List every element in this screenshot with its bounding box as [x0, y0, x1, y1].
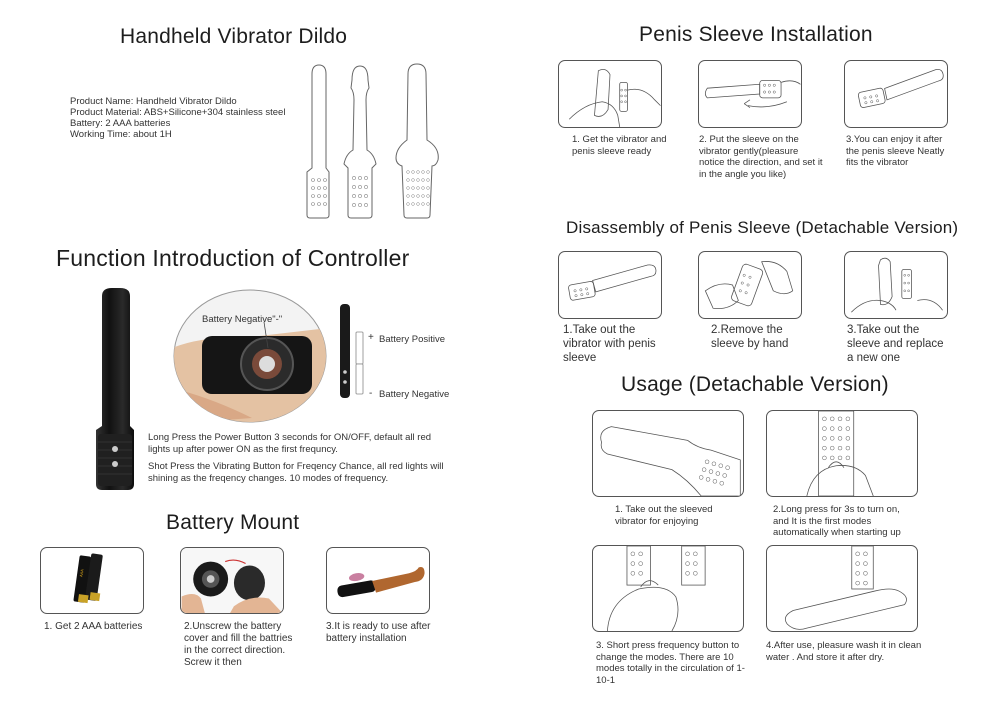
disassembly-step-1-text: 1.Take out the vibrator with penis sleeve — [563, 324, 656, 364]
battery-step-1-image — [40, 547, 144, 614]
vibration-button-icon — [112, 461, 118, 467]
battery-negative-top-label: Battery Negative"-" — [202, 314, 283, 325]
vibration-button-description: Shot Press the Vibrating Button for Freqency Chance, all red lights will shining as the freqency changes. 10 modes of frequency. — [148, 461, 444, 484]
battery-step-3-text: 3.It is ready to use after battery installation — [326, 621, 431, 644]
usage-step-3-text: 3. Short press frequency button to change the modes. There are 10 modes totally in the circulation of 1-10-1 — [596, 640, 745, 686]
battery-step-1-text: 1. Get 2 AAA batteries — [44, 621, 143, 632]
battery-cap-closeup — [172, 288, 328, 424]
vibrator-battery-diagram — [338, 302, 368, 402]
product-line-drawings — [300, 60, 450, 225]
usage-step-4-text: 4.After use, pleasure wash it in clean water . And store it after dry. — [766, 640, 922, 663]
install-step-3-image — [844, 60, 948, 128]
install-step-1-image — [558, 60, 662, 128]
product-title: Handheld Vibrator Dildo — [120, 25, 348, 48]
power-button-description: Long Press the Power Button 3 seconds for ON/OFF, default all red lights up after power ON as the first frequncy. — [148, 432, 432, 455]
usage-step-4-image — [766, 545, 918, 632]
usage-step-2-text: 2.Long press for 3s to turn on, and It is the first modes automatically when starting up — [773, 504, 901, 538]
install-step-2-image — [698, 60, 802, 128]
spec-working-time: Working Time: about 1H — [70, 129, 172, 140]
battery-mount-title: Battery Mount — [166, 511, 300, 534]
install-step-3-text: 3.You can enjoy it after the penis sleeve Neatly fits the vibrator — [846, 134, 945, 168]
disassembly-title: Disassembly of Penis Sleeve (Detachable Version) — [566, 218, 959, 237]
battery-negative-label: Battery Negative — [379, 389, 450, 400]
usage-step-3-image — [592, 545, 744, 632]
plus-sign: + — [368, 332, 374, 343]
install-step-2-text: 2. Put the sleeve on the vibrator gently(pleasure notice the direction, and set it in the angle you like) — [699, 134, 823, 180]
disassembly-step-1-image — [558, 251, 662, 319]
svg-text:AAA: AAA — [78, 568, 85, 578]
battery-step-2-text: 2.Unscrew the battery cover and fill the battries in the correct direction. Screw it then — [184, 621, 293, 668]
usage-step-1-image — [592, 410, 744, 497]
spec-battery: Battery: 2 AAA batteries — [70, 118, 171, 129]
disassembly-step-3-image — [844, 251, 948, 319]
battery-step-2-image — [180, 547, 284, 614]
disassembly-step-2-image — [698, 251, 802, 319]
power-button-icon — [112, 446, 118, 452]
sleeve-install-title: Penis Sleeve Installation — [639, 23, 873, 46]
battery-step-3-image — [326, 547, 430, 614]
product-specs — [70, 96, 310, 140]
usage-title: Usage (Detachable Version) — [621, 373, 889, 396]
spec-name: Product Name: Handheld Vibrator Dildo — [70, 96, 237, 107]
usage-step-1-text: 1. Take out the sleeved vibrator for enjoying — [615, 504, 713, 527]
disassembly-step-2-text: 2.Remove the sleeve by hand — [711, 324, 789, 350]
controller-title: Function Introduction of Controller — [56, 245, 410, 271]
disassembly-step-3-text: 3.Take out the sleeve and replace a new one — [847, 324, 944, 364]
usage-step-2-image — [766, 410, 918, 497]
battery-positive-label: Battery Positive — [379, 334, 445, 345]
spec-material: Product Material: ABS+Silicone+304 stainless steel — [70, 107, 286, 118]
minus-sign: - — [369, 388, 373, 399]
install-step-1-text: 1. Get the vibrator and penis sleeve ready — [572, 134, 667, 157]
black-vibrator-image — [94, 286, 138, 492]
